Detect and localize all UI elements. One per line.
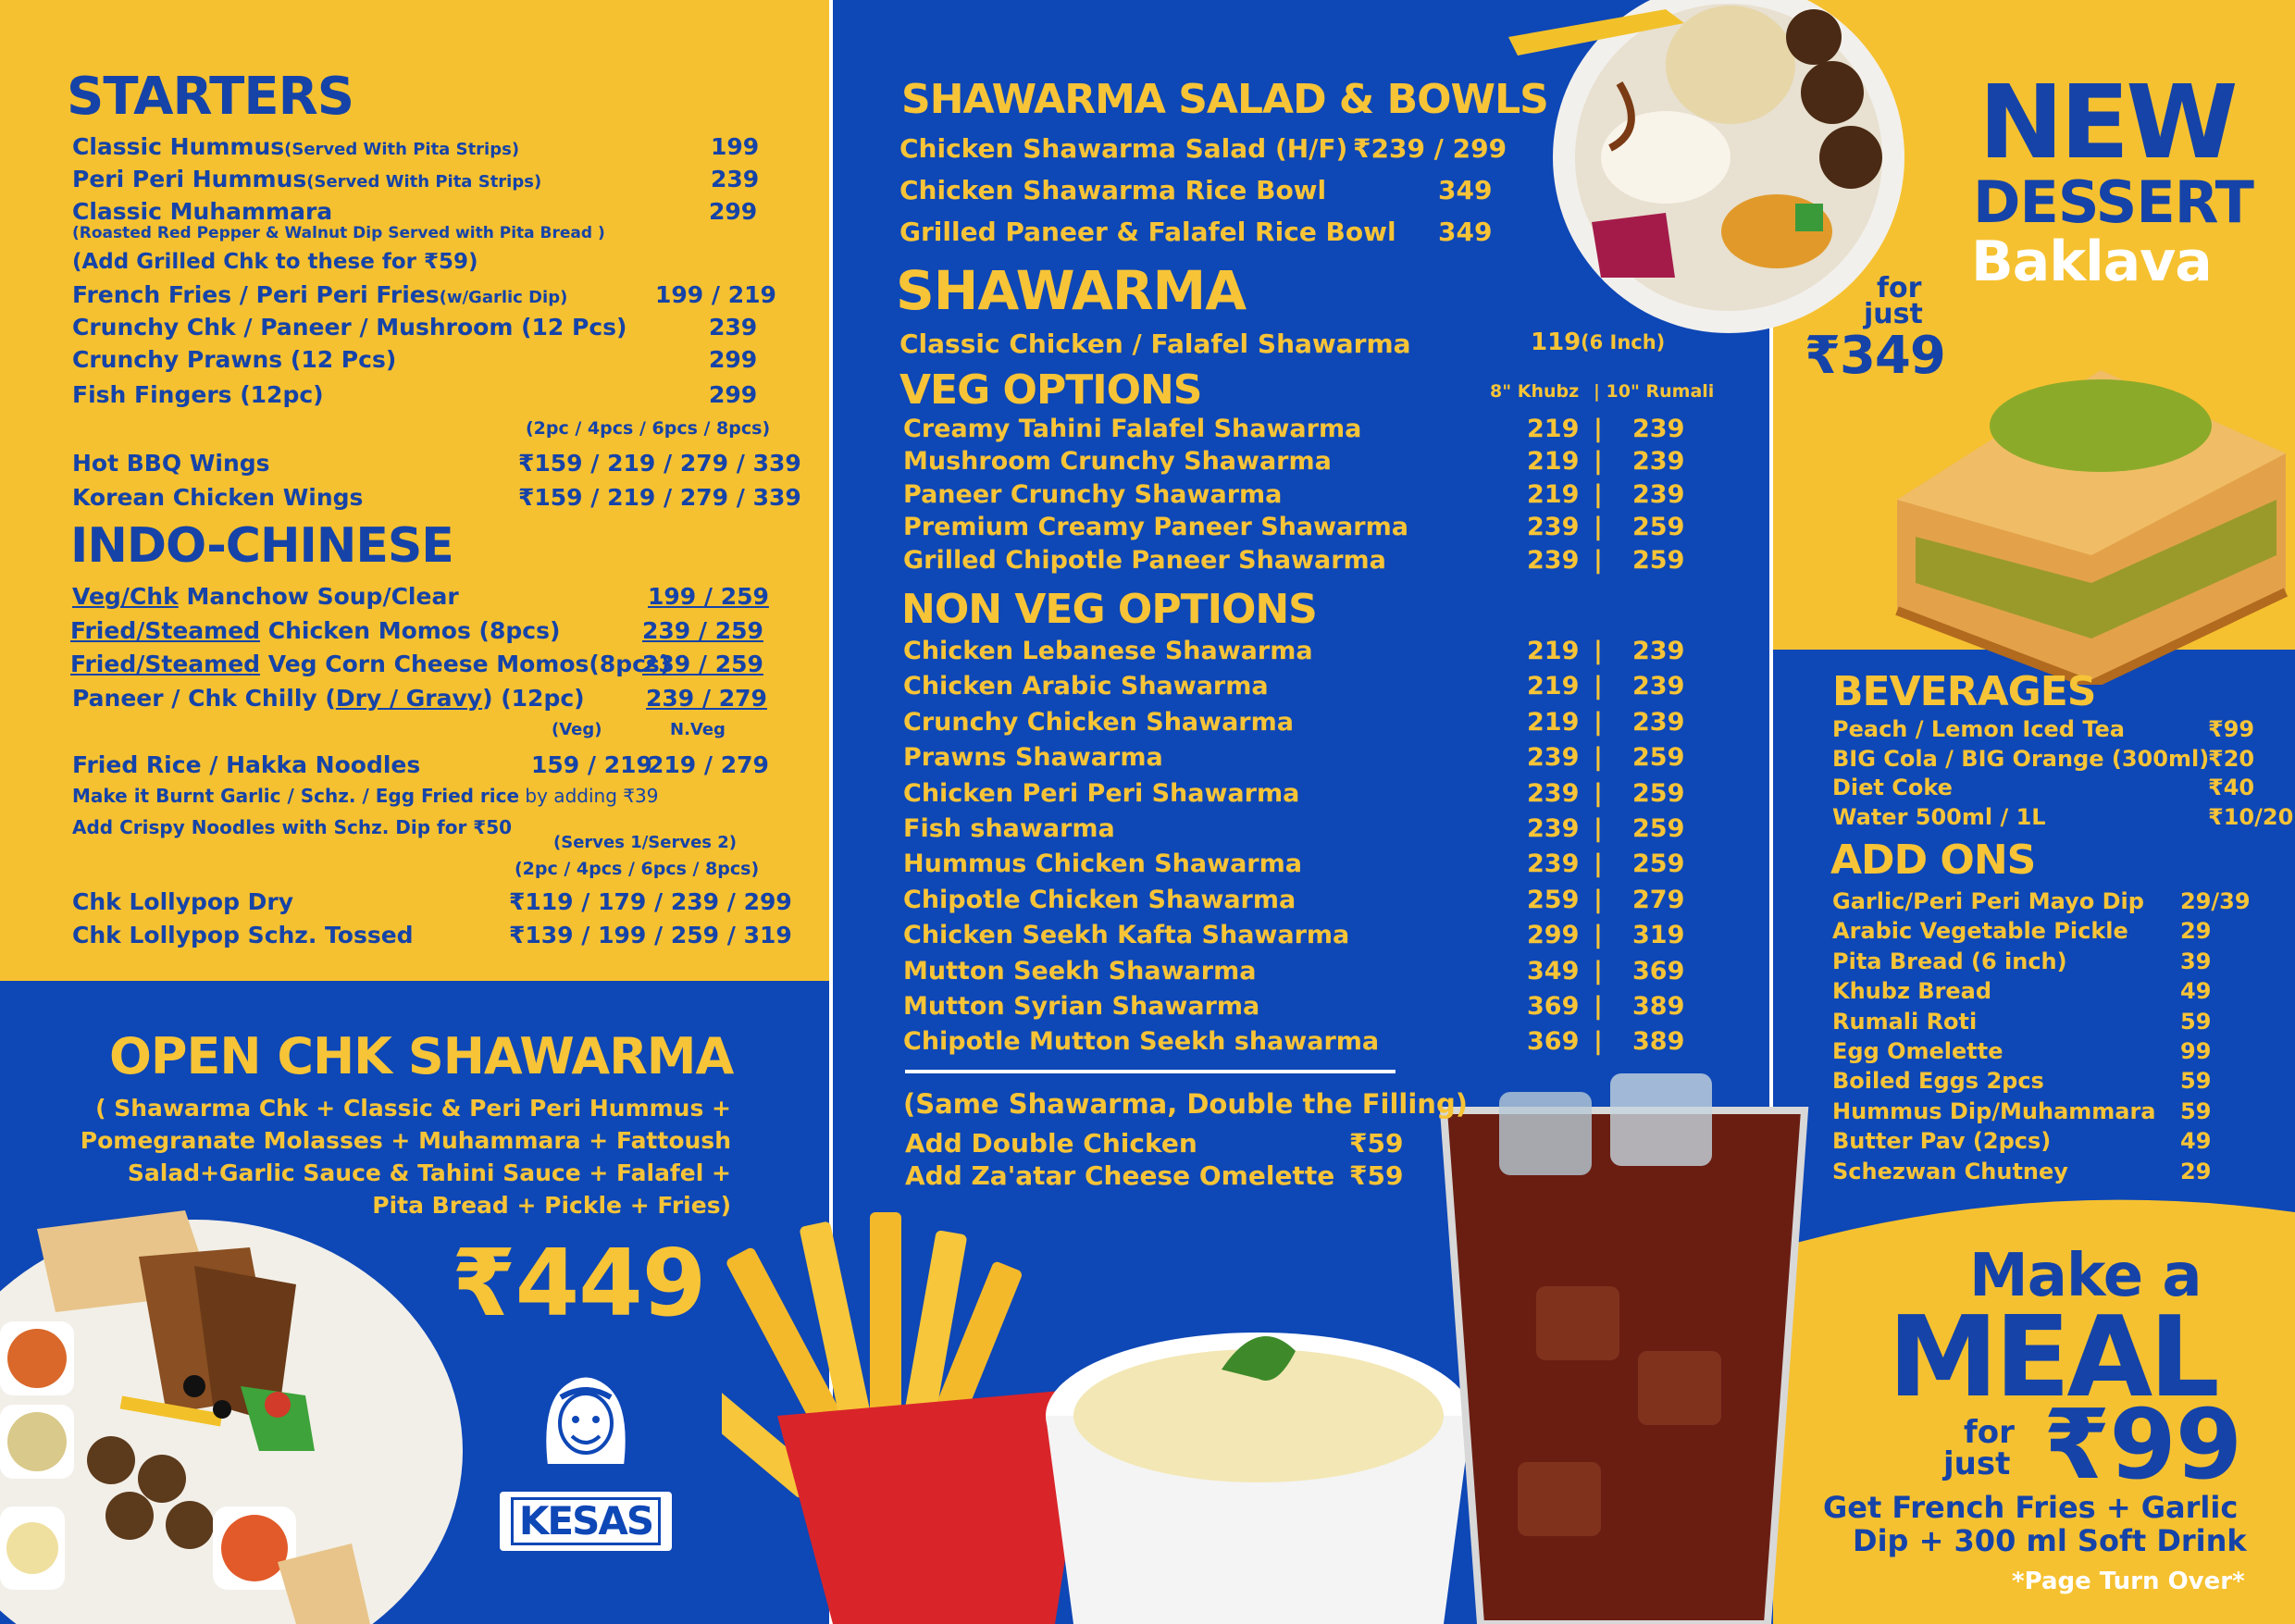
menu-price: ₹59 xyxy=(1349,1128,1404,1159)
menu-price: 119 xyxy=(1531,329,1582,356)
menu-item: Add Za'atar Cheese Omelette xyxy=(905,1160,1335,1191)
for-label: for xyxy=(1964,1414,2015,1451)
menu-item: Rumali Roti xyxy=(1832,1008,1978,1035)
menu-item: Pita Bread (6 inch) xyxy=(1832,948,2067,974)
menu-price: 59 xyxy=(2180,1097,2212,1124)
column-separator: | xyxy=(1594,956,1603,986)
menu-item: Crunchy Chk / Paneer / Mushroom (12 Pcs) xyxy=(72,314,627,341)
menu-item: Fish shawarma xyxy=(903,814,1115,843)
column-separator: | xyxy=(1594,1027,1603,1057)
menu-item: Korean Chicken Wings xyxy=(72,484,364,511)
menu-item: Premium Creamy Paneer Shawarma xyxy=(903,513,1408,542)
dessert-label: DESSERT xyxy=(1973,168,2253,236)
menu-price: 349 xyxy=(1438,217,1493,247)
open-shawarma-desc: ( Shawarma Chk + Classic & Peri Peri Hummus + Pomegranate Molasses + Muhammara + Fattoush Salad+Garlic Sauce & Tahini Sauce + Falafel + Pita Bread + Pickle + Fries) xyxy=(80,1095,731,1219)
menu-price: 239 xyxy=(1632,415,1685,443)
menu-item: Chicken Peri Peri Shawarma xyxy=(903,778,1300,808)
meal-desc: Dip + 300 ml Soft Drink xyxy=(1853,1523,2247,1558)
menu-item: Hot BBQ Wings xyxy=(72,450,270,477)
menu-price: 259 xyxy=(1632,849,1685,879)
menu-price: 49 xyxy=(2180,978,2212,1005)
menu-item: Classic Hummus(Served With Pita Strips) xyxy=(72,133,520,160)
open-shawarma-price: ₹449 xyxy=(452,1229,706,1337)
menu-item: Khubz Bread xyxy=(1832,978,1992,1005)
beverages-title: BEVERAGES xyxy=(1832,668,2096,715)
baklava-image xyxy=(1888,315,2295,685)
menu-price: 239 xyxy=(1632,447,1685,477)
menu-note: (Roasted Red Pepper & Walnut Dip Served with Pita Bread ) xyxy=(72,224,605,242)
soft-drink-image xyxy=(1425,1073,1823,1624)
starters-title: STARTERS xyxy=(67,67,354,127)
column-label: | 10" Rumali xyxy=(1594,381,1715,402)
menu-price: 99 xyxy=(2180,1038,2212,1064)
menu-item: Fried/Steamed Veg Corn Cheese Momos(8pcs) xyxy=(70,651,671,677)
menu-item: Butter Pav (2pcs) xyxy=(1832,1128,2052,1155)
menu-item: Garlic/Peri Peri Mayo Dip xyxy=(1832,888,2144,914)
menu-price: 59 xyxy=(2180,1068,2212,1095)
menu-price: ₹99 xyxy=(2208,716,2255,742)
menu-price: 219 xyxy=(1527,637,1580,665)
menu-item: French Fries / Peri Peri Fries(w/Garlic Dip) xyxy=(72,281,568,308)
menu-item: Paneer / Chk Chilly (Dry / Gravy) (12pc) xyxy=(72,685,585,712)
menu-price: 239 xyxy=(1527,743,1580,773)
column-label: (Veg) xyxy=(552,720,602,739)
menu-item: Boiled Eggs 2pcs xyxy=(1832,1068,2044,1095)
menu-item: Crunchy Prawns (12 Pcs) xyxy=(72,346,397,373)
menu-price: 49 xyxy=(2180,1128,2212,1155)
menu-price: 259 xyxy=(1632,513,1685,542)
menu-price: ₹119 / 179 / 239 / 299 xyxy=(509,888,792,915)
menu-item: Classic Chicken / Falafel Shawarma xyxy=(899,329,1411,359)
menu-price: 199 xyxy=(711,133,760,160)
size-note: (6 Inch) xyxy=(1581,331,1666,353)
menu-item: Classic Muhammara xyxy=(72,198,333,225)
shawarma-title: SHAWARMA xyxy=(896,259,1247,322)
menu-item: Chk Lollypop Schz. Tossed xyxy=(72,922,414,948)
indo-chinese-title: INDO-CHINESE xyxy=(70,518,453,574)
menu-item: Prawns Shawarma xyxy=(903,743,1163,773)
divider xyxy=(905,1070,1396,1073)
brand-logo: KESAS xyxy=(500,1492,672,1551)
menu-price: 369 xyxy=(1632,956,1685,986)
menu-item: Hummus Dip/Muhammara xyxy=(1832,1097,2156,1124)
column-separator: | xyxy=(1594,672,1603,701)
menu-price: ₹159 / 219 / 279 / 339 xyxy=(518,450,801,477)
menu-item: Chicken Shawarma Rice Bowl xyxy=(899,175,1327,205)
addons-title: ADD ONS xyxy=(1830,837,2036,884)
menu-price: 349 xyxy=(1527,956,1580,986)
menu-price: 39 xyxy=(2180,948,2212,974)
menu-note: (Add Grilled Chk to these for ₹59) xyxy=(72,250,478,274)
menu-price: 219 xyxy=(1527,707,1580,737)
meal-make: Make a xyxy=(1969,1242,2202,1310)
meal-desc: Get French Fries + Garlic xyxy=(1823,1490,2239,1525)
size-note: (2pc / 4pcs / 6pcs / 8pcs) xyxy=(526,418,771,439)
menu-item: Water 500ml / 1L xyxy=(1832,803,2046,830)
menu-price: 239 xyxy=(1527,814,1580,843)
menu-price: 239 xyxy=(1527,513,1580,542)
for-label: for xyxy=(1877,272,1922,304)
meal-title: MEAL xyxy=(1888,1294,2216,1422)
menu-price: 219 / 279 xyxy=(648,751,769,778)
menu-price: ₹59 xyxy=(1349,1160,1404,1191)
open-shawarma-title: OPEN CHK SHAWARMA xyxy=(109,1027,734,1085)
column-separator: | xyxy=(1594,992,1603,1021)
menu-price: 259 xyxy=(1632,743,1685,773)
menu-item: Mushroom Crunchy Shawarma xyxy=(903,447,1332,477)
menu-item: Fried/Steamed Chicken Momos (8pcs) xyxy=(70,617,561,644)
page-turn-note: *Page Turn Over* xyxy=(2012,1568,2245,1595)
menu-note: Make it Burnt Garlic / Schz. / Egg Fried rice by adding ₹39 xyxy=(72,785,659,807)
size-note: (Serves 1/Serves 2) xyxy=(553,833,738,852)
column-separator: | xyxy=(1594,921,1603,950)
menu-item: Mutton Seekh Shawarma xyxy=(903,956,1257,986)
kesas-mascot-icon xyxy=(539,1364,633,1475)
menu-price: 299 xyxy=(709,198,758,225)
column-separator: | xyxy=(1594,545,1603,575)
column-separator: | xyxy=(1594,743,1603,773)
menu-price: 239 xyxy=(1527,849,1580,879)
column-separator: | xyxy=(1594,479,1603,509)
menu-item: Diet Coke xyxy=(1832,775,1953,800)
menu-price: 349 xyxy=(1438,175,1493,205)
menu-item: Hummus Chicken Shawarma xyxy=(903,849,1302,879)
menu-price: 259 xyxy=(1632,778,1685,808)
menu-price: 369 xyxy=(1527,1027,1580,1057)
menu-item: BIG Cola / BIG Orange (300ml) xyxy=(1832,745,2210,772)
menu-price: 239 xyxy=(1527,778,1580,808)
menu-price: ₹159 / 219 / 279 / 339 xyxy=(518,484,801,511)
menu-price: ₹40 xyxy=(2208,775,2255,800)
garlic-dip-image xyxy=(1036,1314,1481,1624)
menu-item: Fish Fingers (12pc) xyxy=(72,381,324,408)
menu-price: 239 / 259 xyxy=(642,651,763,677)
column-label: N.Veg xyxy=(670,720,726,739)
just-label: just xyxy=(1864,298,1923,330)
menu-price: 199 / 259 xyxy=(648,583,769,610)
menu-item: Peri Peri Hummus(Served With Pita Strips) xyxy=(72,166,542,192)
menu-price: 279 xyxy=(1632,885,1685,914)
menu-item: Add Double Chicken xyxy=(905,1128,1197,1159)
nonveg-options-title: NON VEG OPTIONS xyxy=(901,586,1317,633)
menu-item: Chicken Arabic Shawarma xyxy=(903,672,1269,701)
menu-price: 239 xyxy=(711,166,760,192)
menu-price: 389 xyxy=(1632,992,1685,1021)
menu-item: Paneer Crunchy Shawarma xyxy=(903,479,1283,509)
menu-item: Chipotle Chicken Shawarma xyxy=(903,885,1296,914)
column-separator: | xyxy=(1594,885,1603,914)
menu-price: 239 xyxy=(1632,707,1685,737)
menu-item: Creamy Tahini Falafel Shawarma xyxy=(903,415,1362,443)
menu-price: 239 xyxy=(1632,479,1685,509)
salad-bowls-title: SHAWARMA SALAD & BOWLS xyxy=(901,76,1548,123)
menu-item: Schezwan Chutney xyxy=(1832,1158,2068,1184)
dessert-new: NEW xyxy=(1979,63,2235,181)
menu-price: 239 xyxy=(1527,545,1580,575)
column-separator: | xyxy=(1594,637,1603,665)
menu-price: 319 xyxy=(1632,921,1685,950)
meal-price: ₹99 xyxy=(2043,1388,2242,1501)
menu-price: ₹139 / 199 / 259 / 319 xyxy=(509,922,792,948)
menu-price: 239 / 259 xyxy=(642,617,763,644)
column-separator: | xyxy=(1594,778,1603,808)
menu-item: Arabic Vegetable Pickle xyxy=(1832,918,2128,945)
menu-price: 219 xyxy=(1527,415,1580,443)
dessert-price: ₹349 xyxy=(1805,326,1945,386)
menu-price: 259 xyxy=(1632,545,1685,575)
double-filling-title: (Same Shawarma, Double the Filling) xyxy=(903,1088,1468,1120)
platter-image xyxy=(0,1210,463,1624)
menu-price: ₹20 xyxy=(2208,745,2255,772)
menu-item: Veg/Chk Manchow Soup/Clear xyxy=(72,583,459,610)
menu-price: 219 xyxy=(1527,447,1580,477)
menu-item: Mutton Syrian Shawarma xyxy=(903,992,1260,1021)
menu-note: Add Crispy Noodles with Schz. Dip for ₹50 xyxy=(72,816,513,838)
menu-item: Fried Rice / Hakka Noodles xyxy=(72,751,421,778)
menu-price: 219 xyxy=(1527,479,1580,509)
column-separator: | xyxy=(1594,707,1603,737)
menu-item: Chicken Lebanese Shawarma xyxy=(903,637,1313,665)
menu-item: Chk Lollypop Dry xyxy=(72,888,294,915)
column-separator: | xyxy=(1594,849,1603,879)
menu-price: 239 / 279 xyxy=(646,685,767,712)
column-label: 8" Khubz xyxy=(1490,381,1580,402)
menu-price: 29 xyxy=(2180,1158,2212,1184)
menu-item: Grilled Paneer & Falafel Rice Bowl xyxy=(899,217,1396,247)
column-separator: | xyxy=(1594,447,1603,477)
menu-price: 159 / 219 xyxy=(531,751,652,778)
menu-item: Chicken Shawarma Salad (H/F) xyxy=(899,133,1348,164)
menu-item: Chicken Seekh Kafta Shawarma xyxy=(903,921,1350,950)
menu-price: 199 / 219 xyxy=(655,281,776,308)
rice-bowl-image xyxy=(1481,0,1925,333)
menu-price: 259 xyxy=(1527,885,1580,914)
menu-price: 239 xyxy=(1632,672,1685,701)
column-separator: | xyxy=(1594,415,1603,443)
menu-price: 369 xyxy=(1527,992,1580,1021)
menu-price: 59 xyxy=(2180,1008,2212,1035)
size-note: (2pc / 4pcs / 6pcs / 8pcs) xyxy=(515,859,760,879)
column-separator: | xyxy=(1594,513,1603,542)
menu-price: ₹10/20 xyxy=(2208,803,2294,830)
menu-item: Chipotle Mutton Seekh shawarma xyxy=(903,1027,1380,1057)
menu-price: 239 xyxy=(1632,637,1685,665)
menu-price: 299 xyxy=(709,346,758,373)
just-label: just xyxy=(1943,1445,2011,1482)
menu-price: 29/39 xyxy=(2180,888,2251,914)
menu-price: 299 xyxy=(709,381,758,408)
menu-price: 219 xyxy=(1527,672,1580,701)
menu-price: 29 xyxy=(2180,918,2212,945)
menu-price: 259 xyxy=(1632,814,1685,843)
menu-price: 389 xyxy=(1632,1027,1685,1057)
veg-options-title: VEG OPTIONS xyxy=(899,366,1202,414)
menu-price: ₹239 / 299 xyxy=(1353,133,1507,164)
menu-item: Peach / Lemon Iced Tea xyxy=(1832,716,2125,742)
dessert-name: Baklava xyxy=(1971,229,2212,294)
menu-price: 299 xyxy=(1527,921,1580,950)
menu-item: Crunchy Chicken Shawarma xyxy=(903,707,1294,737)
menu-price: 239 xyxy=(709,314,758,341)
menu-item: Grilled Chipotle Paneer Shawarma xyxy=(903,545,1386,575)
column-separator: | xyxy=(1594,814,1603,843)
menu-item: Egg Omelette xyxy=(1832,1038,2003,1064)
